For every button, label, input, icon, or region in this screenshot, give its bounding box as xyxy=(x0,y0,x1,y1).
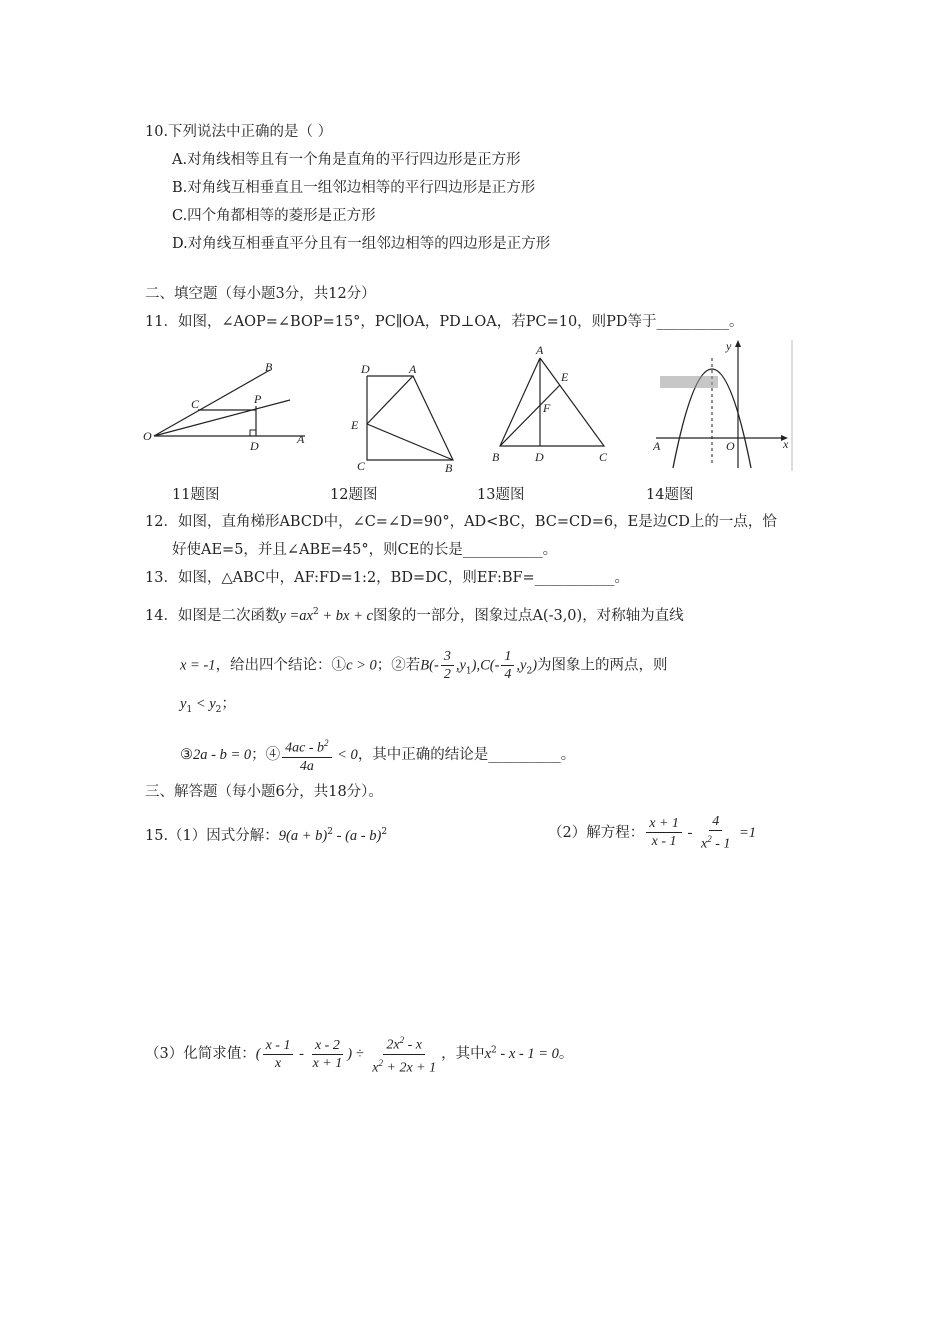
fig13-label-a: A xyxy=(536,343,544,357)
caption-fig13: 13题图 xyxy=(477,487,525,503)
section3-heading: 三、解答题（每小题6分，共18分）。 xyxy=(145,784,383,800)
fig11-label-d: D xyxy=(250,439,259,453)
figure-13 xyxy=(488,340,618,470)
q12-line2: 好使AE=5，并且∠ABE=45°，则CE的长是___________。 xyxy=(172,542,558,558)
q15-part3: （3）化简求值：( $\frac{x - 1}{x}$ - $\frac{x - 2}{x + 1}$ ) ÷ $\frac{2x^2 - x}{x^2 + 2x + 1}$ ，其中$x^2 - x - 1 = 0$。 xyxy=(145,1032,573,1076)
fig12-label-e: E xyxy=(351,418,359,432)
fig13-label-c: C xyxy=(599,450,608,464)
q11-text: 11．如图，∠AOP=∠BOP=15°，PC∥OA，PD⊥OA，若PC=10，则PD等于__________。 xyxy=(145,314,744,330)
fig11-label-c: C xyxy=(191,397,200,411)
q10-stem: 10.下列说法中正确的是（ ） xyxy=(145,124,333,140)
caption-fig11: 11题图 xyxy=(172,487,220,503)
q14-line4: ③2a - b = 0；④ $\frac{4ac - b^2}{4a}$ < 0，其中正确的结论是__________。 xyxy=(180,735,575,775)
fig11-label-p: P xyxy=(254,392,262,406)
q15-part1: 15.（1）因式分解：$9(a + b)^2 - (a - b)^2$ xyxy=(145,827,388,844)
fig14-label-a: A xyxy=(653,439,661,453)
blurred-mark xyxy=(660,376,718,388)
fig14-label-y: y xyxy=(726,339,732,353)
fig11-label-o: O xyxy=(143,429,152,443)
fig14-label-o: O xyxy=(726,439,735,453)
figure-12 xyxy=(345,358,465,476)
fig12-label-a: A xyxy=(409,362,417,376)
caption-fig14: 14题图 xyxy=(646,487,694,503)
q10-option-d: D.对角线互相垂直平分且有一组邻边相等的四边形是正方形 xyxy=(172,236,551,252)
caption-fig12: 12题图 xyxy=(330,487,378,503)
fig13-label-e: E xyxy=(561,370,569,384)
figure-11 xyxy=(140,358,310,458)
figure-14 xyxy=(650,338,798,473)
q14-line2: x = -1，给出四个结论：①c > 0；②若B(- $\frac{3}{2}$ $,y_1),C(-$ $\frac{1}{4}$ $,y_2$)为图象上的两点，则 xyxy=(180,649,668,682)
point-a: A(-3,0) xyxy=(532,607,583,624)
q15-part2: （2）解方程： $\frac{x + 1}{x - 1}$ - $\frac{4}{x^2 - 1}$ =1 xyxy=(548,814,757,852)
fig13-label-d: D xyxy=(535,450,544,464)
q10-option-b: B.对角线互相垂直且一组邻边相等的平行四边形是正方形 xyxy=(172,180,536,196)
fig14-label-x: x xyxy=(783,437,789,451)
q14-line3: $y_1 < y_2$； xyxy=(180,696,236,715)
q10-option-c: C.四个角都相等的菱形是正方形 xyxy=(172,208,376,224)
section2-heading: 二、填空题（每小题3分，共12分） xyxy=(145,286,376,302)
fig11-label-a: A xyxy=(297,432,305,446)
fig13-label-b: B xyxy=(492,450,500,464)
fig13-label-f: F xyxy=(543,401,551,415)
fig12-label-d: D xyxy=(361,362,370,376)
q13-text: 13．如图，△ABC中，AF:FD=1:2，BD=DC，则EF:BF=___________。 xyxy=(145,570,629,586)
fig12-label-c: C xyxy=(357,459,366,473)
fig11-label-b: B xyxy=(265,360,273,374)
q12-line1: 12．如图，直角梯形ABCD中，∠C=∠D=90°，AD<BC，BC=CD=6，E是边CD上的一点，恰 xyxy=(145,514,777,530)
q14-line1: 14．如图是二次函数$y =ax^2$ + bx + c图象的一部分，图象过点A(-3,0)，对称轴为直线 xyxy=(145,607,684,624)
fig12-label-b: B xyxy=(445,461,453,475)
q10-option-a: A.对角线相等且有一个角是直角的平行四边形是正方形 xyxy=(172,152,521,168)
